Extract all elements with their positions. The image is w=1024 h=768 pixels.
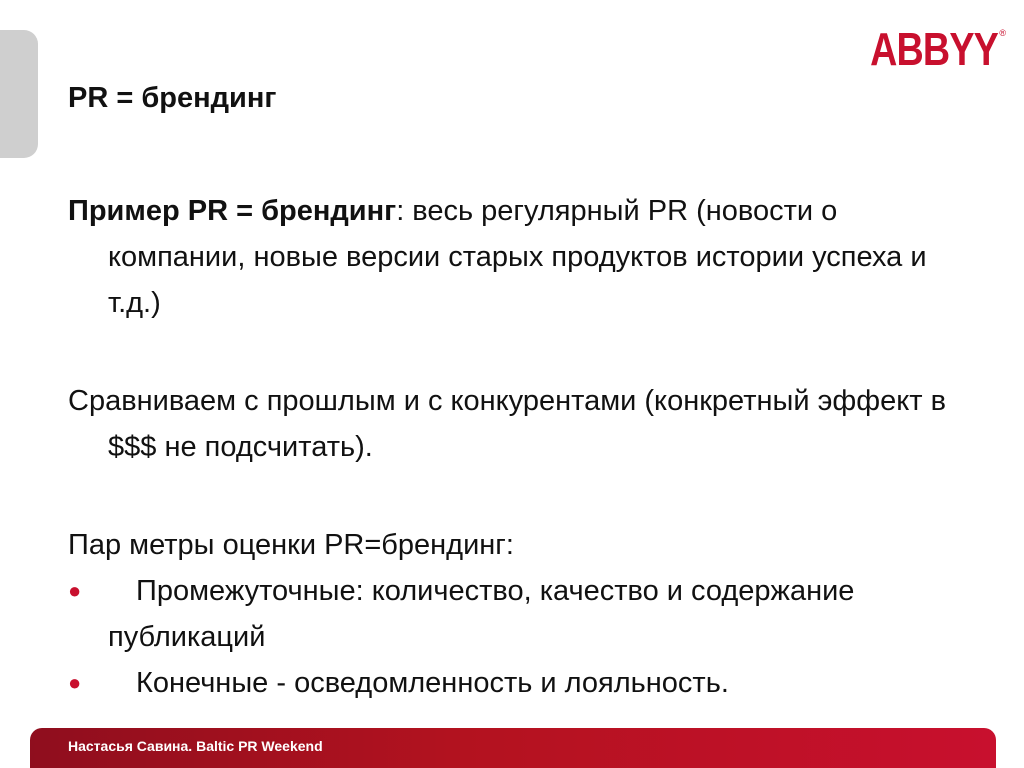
spacer: [68, 470, 948, 522]
slide-body: [68, 188, 948, 706]
bullet-item-intermediate: [68, 568, 948, 660]
logo-text: ABBYY: [870, 23, 999, 75]
example-paragraph: [68, 188, 948, 326]
bullet-text-final: Конечные - осведомленность и лояльность.: [136, 667, 729, 699]
spacer: [68, 326, 948, 378]
bullet-dot-icon: ●: [68, 670, 82, 695]
abbyy-logo: [842, 24, 1006, 74]
side-tab-decoration: [0, 30, 38, 158]
slide-title: PR = брендинг: [68, 82, 277, 114]
bullet-text-intermediate: Промежуточные: количество, качество и содержание публикаций: [108, 575, 855, 653]
example-label: Пример PR = брендинг: [68, 195, 397, 227]
comparison-paragraph: Сравниваем с прошлым и с конкурентами (конкретный эффект в $$$ не подсчитать).: [68, 385, 947, 463]
registered-mark: ®: [999, 28, 1006, 38]
footer-bar: [30, 728, 996, 768]
bullet-item-final: [68, 660, 948, 706]
bullet-dot-icon: ●: [68, 578, 82, 603]
params-heading: Пар метры оценки PR=брендинг:: [68, 529, 514, 561]
example-description: : весь регулярный PR (новости о компании, новые версии старых продуктов истории успеха и т.д.): [108, 195, 927, 319]
footer-author: Настасья Савина. Baltic PR Weekend: [68, 738, 323, 754]
